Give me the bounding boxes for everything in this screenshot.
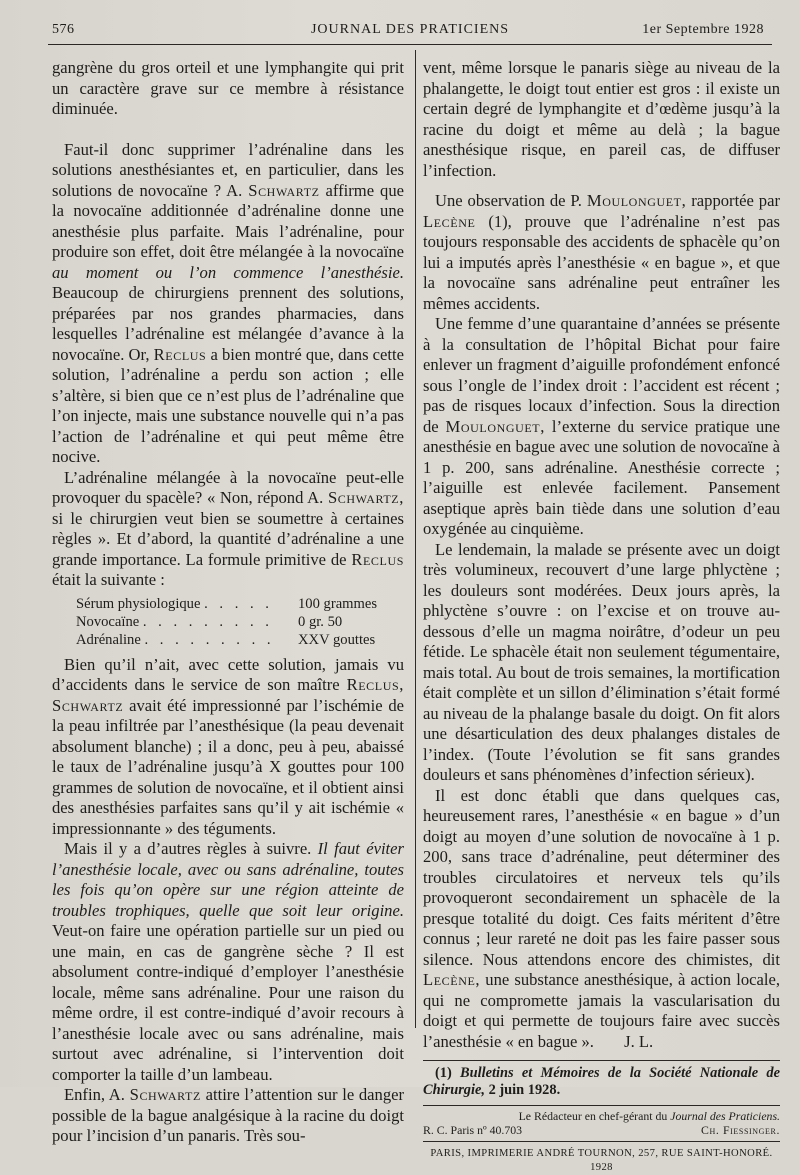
text: une substance anesthésique, à action locale, qui ne compromette jamais la vascularisation du doigt et qui permette de toujours faire avec succès l’anesthésie « en bague ». (423, 970, 780, 1051)
page-number: 576 (52, 22, 75, 37)
text: L’adrénaline mélangée à la novocaïne peut-elle provoquer du spacèle? « Non, répond A. (52, 467, 404, 507)
text: l’externe du service pratique une anesthésie en bague avec une solution de novocaïne à 1 p. 200, sans adrénaline. Anesthésie correcte ; l’aiguille est enlevée facilement. Pansement aseptique après bain tiède dans une solution d’eau oxygénée au cinquième. (423, 416, 780, 538)
author-name: Lecène (423, 211, 476, 231)
ingredient-name: Adrénaline (76, 631, 141, 648)
author-name: Schwartz (248, 180, 320, 200)
text: Une femme d’une quarantaine d’années se présente à la consultation de l’hôpital Bichat pour faire enlever un fragment d’aiguille profondément enfoncé sous l’ongle de l’index droit : l’accident est récent ; pas de risques locaux d’infection. Sous la direction de (423, 314, 780, 436)
author-name: Schwartz (129, 1085, 201, 1104)
text: Beaucoup de chirurgiens prennent des solutions, préparées par nos grandes pharmacies, dans lesquelles l’adrénaline est mélangée d’avance à la novocaïne. Or, (52, 283, 404, 364)
author-name: Schwartz, (327, 488, 404, 507)
issue-date: 1er Septembre 1928 (642, 22, 764, 37)
formula-row (76, 613, 404, 631)
paragraph (52, 58, 404, 120)
text: Le Rédacteur en chef-gérant du (518, 1109, 668, 1123)
text: gangrène du gros orteil et une lymphangite qui prit un caractère grave sur ce membre à résistance diminuée. (52, 58, 404, 118)
text: si le chirurgien veut bien se soumettre à certaines règles ». Et d’abord, la quantité d’adrénaline a une grande importance. La formule primitive de (52, 508, 404, 569)
text: Une observation de P. (435, 191, 582, 210)
left-column (52, 58, 404, 1147)
paragraph (423, 314, 780, 540)
paragraph (423, 786, 780, 1053)
emphasis: Il faut éviter l’anesthésie locale, avec ou sans adrénaline, toutes les fois qu’on opère sur une région atteinte de troubles trophiques, quelle que soit leur origine. (52, 839, 404, 920)
author-name: Reclus (153, 344, 207, 364)
author-name: Reclus (351, 549, 404, 569)
leader-dots: . . . . . . . . . (144, 631, 275, 648)
text: affirme que la novocaïne additionnée d’adrénaline donne une anesthésie plus parfaite. Mais l’adrénaline, pour produire son effet, doit être mélangée à la novocaïne (52, 180, 405, 261)
formula-quantity: 100 grammes (298, 595, 378, 612)
imprint-editor-line (423, 1109, 780, 1123)
running-header (50, 22, 770, 44)
leader-dots: . . . . . (204, 595, 273, 612)
paragraph (52, 140, 404, 468)
text: Enfin, A. (64, 1085, 125, 1104)
journal-name: Journal des Praticiens. (670, 1109, 780, 1123)
formula-row (76, 631, 404, 649)
author-name: Moulonguet, (586, 191, 687, 210)
formula-quantity: 0 gr. 50 (298, 613, 343, 630)
ingredient-name: Novocaïne (76, 613, 140, 630)
ingredient-name: Sérum physiologique (76, 595, 201, 612)
header-rule (48, 44, 772, 45)
formula-row (76, 595, 404, 613)
formula-ingredient (76, 595, 298, 613)
paragraph (423, 540, 780, 786)
formula-ingredient (76, 631, 298, 649)
text: Bien qu’il n’ait, avec cette solution, jamais vu d’accidents dans le service de son maître (52, 654, 404, 694)
author-name: Moulonguet, (445, 416, 545, 436)
text: Il est donc établi que dans quelques cas, heureusement rares, l’anesthésie « en bague » d’un doigt au moyen d’une solution de novocaïne à 1 p. 200, sans trace d’adrénaline, peut déterminer des troubles circulatoires et nerveux tels qu’ils provoqueront secondairement un sphacèle de la presque totalité du doigt. Ces faits méritent d’être connus ; leur rareté ne doit pas les faire passer sous silence. Nous attendons encore des chimistes, dit (423, 785, 780, 969)
manager-name: Ch. Fiessinger. (701, 1123, 780, 1137)
paragraph (52, 655, 404, 840)
paragraph (52, 839, 404, 1085)
text: Le lendemain, la malade se présente avec un doigt très volumineux, recouvert d’une large phlyctène ; les douleurs sont modérées. Deux jours après, la phlyctène s’ouvre : on l’excise et on trouve au-dessous d’elle un magma noirâtre, d’odeur un peu fétide. Le sphacèle était non seulement tégumentaire, mais total. Au bout de trois semaines, la mortification était complète et un sillon d’élimination s’était formé au niveau de la phalange basale du doigt. On fit alors une désarticulation des deux phalanges distales de l’index. (Toute l’évolution se fit sans grandes douleurs et sans phénomènes d’infection sérieux). (423, 539, 780, 784)
imprint (423, 1109, 780, 1175)
journal-title: JOURNAL DES PRATICIENS (310, 22, 510, 37)
signature: J. L. (624, 1031, 654, 1051)
printer-line: PARIS, IMPRIMERIE ANDRÉ TOURNON, 257, RUE SAINT-HONORÉ. 1928 (423, 1141, 780, 1175)
footnote-source: Bulletins et Mémoires de la Société Nationale de Chirurgie, (423, 1065, 780, 1098)
imprint-registry-line (423, 1123, 780, 1137)
imprint-rule (423, 1105, 780, 1106)
text: était la suivante : (52, 570, 165, 589)
footnote-number: (1) (435, 1065, 452, 1081)
author-name: Lecène, (423, 970, 481, 989)
text: (1), prouve que l’adrénaline n’est pas toujours responsable des accidents de sphacèle qu’on lui a imputés après l’anesthésie « en bague », et que la novocaïne sans adrénaline peut entraîner les mêmes accidents. (423, 211, 780, 313)
text: rapportée par (691, 191, 780, 210)
text: Mais il y a d’autres règles à suivre. (64, 839, 312, 858)
text: a bien montré que, dans cette solution, l’adrénaline a perdu son action ; elle s’altère, si bien que ce n’est plus de l’adrénaline que l’on injecte, mais une substance nouvelle qui n’a pas l’action de l’adrénaline et qui peut même être nocive. (52, 344, 404, 466)
text: vent, même lorsque le panaris siège au niveau de la phalangette, le doigt tout entier est gros : il existe un certain degré de lymphangite et d’œdème jusqu’à la racine du doigt et même au delà ; la bague anesthésique risque, en pareil cas, de diffuser l’infection. (423, 58, 780, 180)
text: Faut-il donc supprimer l’adrénaline dans les solutions anesthésiantes et, en particulier, dans les solutions de novocaïne ? A. (52, 139, 404, 200)
footnote (423, 1065, 780, 1099)
footnote-date: 2 juin 1928. (488, 1082, 561, 1098)
paragraph (423, 58, 780, 181)
formula-table (76, 595, 404, 649)
column-divider (415, 50, 416, 1028)
formula-quantity: XXV gouttes (298, 631, 376, 648)
formula-ingredient (76, 613, 298, 631)
paragraph (423, 191, 780, 314)
trade-register: R. C. Paris nº 40.703 (423, 1123, 523, 1137)
paragraph (52, 468, 404, 591)
text: attire l’attention sur le danger possible de la bague analgésique à la racine du doigt pour l’incision d’un panaris. Très sou- (52, 1085, 405, 1145)
footnote-rule (423, 1060, 780, 1061)
emphasis: au moment ou l’on commence l’anesthésie. (52, 262, 404, 282)
text: avait été impressionné par l’ischémie de la peau infiltrée par l’anesthésique (la peau devenait absolument blanche) ; il a donc, peu à peu, abaissé le taux de l’adrénaline jusqu’à X gouttes pour 100 grammes de solution de novocaïne, et il obtient ainsi des anesthésies parfaites sans qu’il y ait ischémie « impressionnante » des téguments. (52, 695, 404, 838)
text: Veut-on faire une opération partielle sur un pied ou une main, en cas de gangrène sèche ? Il est absolument contre-indiqué d’employer l’anesthésie locale, même sans adrénaline. Pour une raison du même ordre, il est contre-indiqué d’avoir recours à l’anesthésie locale avec ou sans adrénaline, mais surtout avec adrénaline, si l’intervention doit comporter la taille d’un lambeau. (52, 921, 404, 1084)
paragraph (52, 1085, 404, 1147)
right-column (423, 58, 780, 1175)
author-name: Reclus, (346, 675, 404, 694)
leader-dots: . . . . . . . . . (142, 613, 273, 630)
author-name: Schwartz (52, 695, 124, 715)
